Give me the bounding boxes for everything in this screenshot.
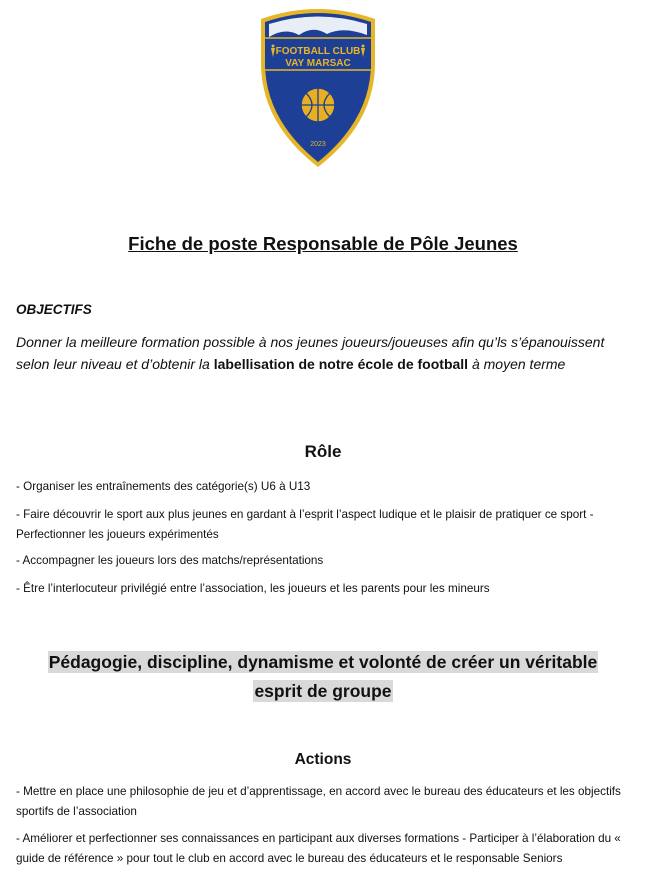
role-item: - Organiser les entraînements des catégorie(s) U6 à U13 [16,480,311,493]
crest-line2: VAY MARSAC [285,58,351,69]
role-item: - Faire découvrir le sport aux plus jeunes en gardant à l’esprit l’aspect ludique et le plaisir de pratiquer ce sport - Perfectionner les joueurs expérimentés [16,508,594,541]
objectives-text [16,331,628,375]
club-crest-icon [255,5,381,170]
highlight-line1: Pédagogie, discipline, dynamisme et volonté de créer un véritable [48,652,598,672]
role-heading: Rôle [304,442,342,461]
highlight-statement [0,648,646,706]
actions-item: - Améliorer et perfectionner ses connaissances en participant aux diverses formations - Participer à l’élaboration du « guide de référence » pour tout le club en accord avec le bureau des éducateurs et le responsable Seniors [16,832,621,865]
highlight-line2: esprit de groupe [254,681,392,701]
actions-heading: Actions [294,751,352,768]
role-item: - Être l’interlocuteur privilégié entre l’association, les joueurs et les parents pour les mineurs [16,582,490,595]
role-item: - Accompagner les joueurs lors des matchs/représentations [16,554,324,567]
club-logo [255,5,381,170]
objectives-text-end: à moyen terme [468,356,566,372]
objectives-heading: OBJECTIFS [16,302,92,317]
document-title: Fiche de poste Responsable de Pôle Jeunes [128,233,518,254]
actions-item: - Mettre en place une philosophie de jeu et d’apprentissage, en accord avec le bureau des éducateurs et les objectifs sportifs de l’association [16,785,621,818]
crest-year: 2023 [310,141,326,148]
objectives-text-bold: labellisation de notre école de football [213,356,469,372]
crest-line1: FOOTBALL CLUB [275,46,361,57]
objectives-text-start: Donner la meilleure formation possible à nos jeunes joueurs/joueuses afin qu’ls s’épanouissent selon leur niveau et d’obtenir la [16,334,605,372]
